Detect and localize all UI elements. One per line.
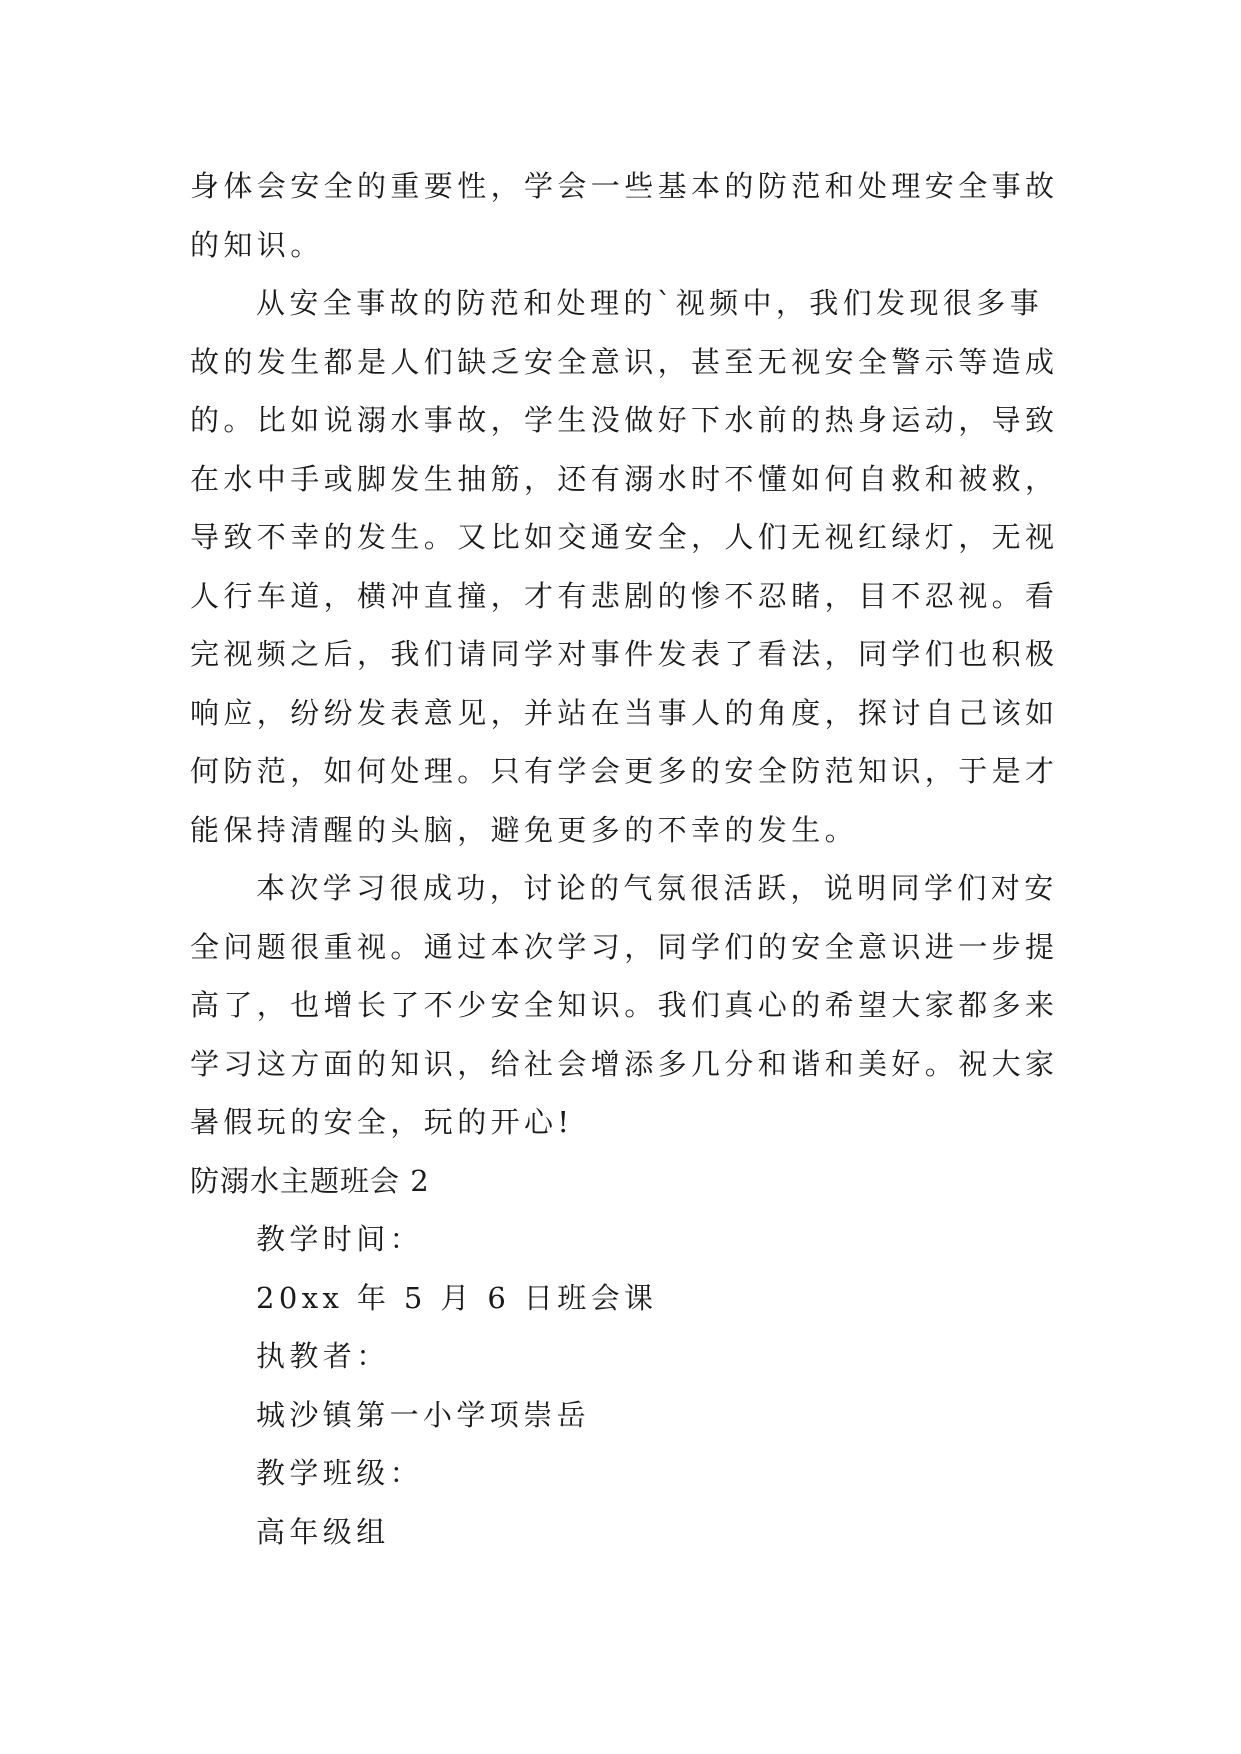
field-label-class: 教学班级： <box>256 1456 424 1490</box>
text-line: 全问题很重视。通过本次学习，同学们的安全意识进一步提 <box>190 929 1059 964</box>
field-label-teaching-time: 教学时间： <box>256 1222 424 1256</box>
text-line: 学习这方面的知识，给社会增添多几分和谐和美好。祝大家 <box>190 1046 1059 1081</box>
text-line: 能保持清醒的头脑，避免更多的不幸的发生。 <box>190 812 859 847</box>
text-line: 高了，也增长了不少安全知识。我们真心的希望大家都多来 <box>190 988 1059 1022</box>
text-line: 在水中手或脚发生抽筋，还有溺水时不懂如何自救和被救， <box>190 461 1059 496</box>
text-line: 响应，纷纷发表意见，并站在当事人的角度，探讨自己该如 <box>190 695 1059 730</box>
text-line: 的知识。 <box>190 227 324 262</box>
document-body <box>190 157 1059 1561</box>
paragraph-start-line: 本次学习很成功，讨论的气氛很活跃，说明同学们对安 <box>256 871 1058 905</box>
text-line: 何防范，如何处理。只有学会更多的安全防范知识，于是才 <box>190 754 1059 788</box>
text-line: 导致不幸的发生。又比如交通安全，人们无视红绿灯，无视 <box>190 520 1059 554</box>
text-line: 身体会安全的重要性，学会一些基本的防范和处理安全事故 <box>190 169 1059 203</box>
field-value-teacher: 城沙镇第一小学项崇岳 <box>256 1397 591 1432</box>
field-label-teacher: 执教者： <box>256 1339 390 1373</box>
text-line: 的。比如说溺水事故，学生没做好下水前的热身运动，导致 <box>190 403 1059 437</box>
text-line: 人行车道，横冲直撞，才有悲剧的惨不忍睹，目不忍视。看 <box>190 578 1059 613</box>
field-value-class: 高年级组 <box>256 1514 390 1549</box>
field-value-teaching-time: 20xx 年 5 月 6 日班会课 <box>256 1280 658 1315</box>
paragraph-start-line: 从安全事故的防范和处理的`视频中，我们发现很多事 <box>256 286 1044 320</box>
text-line: 故的发生都是人们缺乏安全意识，甚至无视安全警示等造成 <box>190 344 1059 379</box>
text-line: 暑假玩的安全，玩的开心! <box>190 1105 574 1139</box>
text-line: 完视频之后，我们请同学对事件发表了看法，同学们也积极 <box>190 637 1059 671</box>
section-heading: 防溺水主题班会 2 <box>190 1163 430 1198</box>
